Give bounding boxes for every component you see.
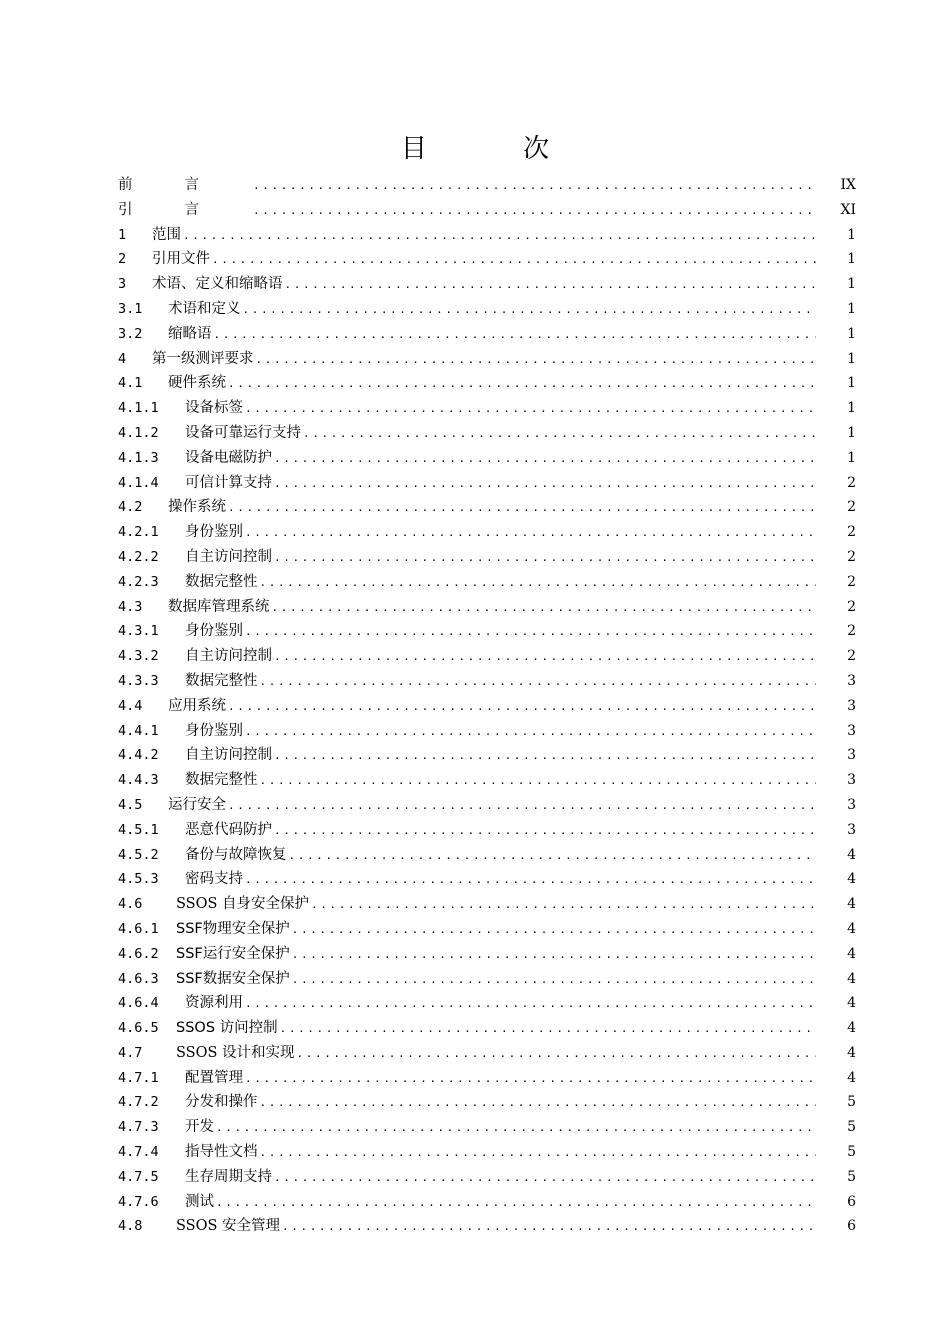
toc-entry[interactable] [118, 297, 856, 322]
toc-entry[interactable] [118, 669, 856, 694]
toc-entry-number: 4.3.2 [118, 648, 159, 665]
toc-entry[interactable] [118, 322, 856, 347]
toc-entry-number: 4.1.2 [118, 424, 159, 441]
toc-entry-label: SSOS 访问控制 [176, 1020, 278, 1037]
toc-entry[interactable] [118, 1066, 856, 1091]
toc-entry-number: 4.7.5 [118, 1168, 159, 1185]
toc-entry-number: 4.7 [118, 1044, 143, 1061]
toc-entry-number: 4.8 [118, 1218, 143, 1235]
toc-entry-page: 5 [847, 1168, 856, 1185]
toc-entry[interactable] [118, 421, 856, 446]
toc-entry-page: 1 [847, 251, 856, 268]
toc-entry[interactable] [118, 644, 856, 669]
toc-entry-number: 4.5 [118, 796, 143, 813]
dot-leader [274, 744, 816, 768]
dot-leader [260, 670, 817, 694]
toc-entry[interactable] [118, 694, 856, 719]
toc-entry-page: 6 [847, 1218, 856, 1235]
toc-entry-page: 3 [847, 672, 856, 689]
toc-entry[interactable] [118, 495, 856, 520]
toc-entry-label: 数据完整性 [185, 772, 258, 789]
toc-entry-page: 4 [847, 945, 856, 962]
toc-entry-label: 开发 [185, 1119, 214, 1136]
toc-entry[interactable] [118, 471, 856, 496]
toc-entry[interactable] [118, 1214, 856, 1239]
dot-leader [245, 992, 816, 1016]
toc-entry-page: 4 [847, 1020, 856, 1037]
toc-entry-number: 4.1.1 [118, 400, 159, 417]
toc-entry[interactable] [118, 247, 856, 272]
dot-leader [256, 348, 817, 372]
dot-leader [292, 918, 816, 942]
toc-entry-label: 引言 [118, 201, 251, 218]
toc-entry-label: 密码支持 [185, 871, 243, 888]
toc-entry-page: IX [840, 177, 856, 193]
toc-entry-label: 范围 [152, 226, 181, 243]
toc-entry-page: 5 [847, 1094, 856, 1111]
toc-entry-number: 4.1.3 [118, 449, 159, 466]
toc-entry-label: 操作系统 [168, 499, 226, 516]
toc-entry-page: 4 [847, 995, 856, 1012]
toc-entry-number: 4.3.1 [118, 623, 159, 640]
dot-leader [243, 298, 817, 322]
toc-entry-label: SSF物理安全保护 [176, 920, 290, 937]
toc-entry-label: SSF运行安全保护 [176, 945, 290, 962]
toc-entry[interactable] [118, 272, 856, 297]
toc-entry[interactable] [118, 446, 856, 471]
toc-entry-label: 引用文件 [152, 251, 210, 268]
toc-entry-page: 2 [847, 524, 856, 541]
dot-leader [245, 1067, 816, 1091]
toc-entry-page: 3 [847, 747, 856, 764]
dot-leader [245, 868, 816, 892]
toc-entry-page: 2 [847, 474, 856, 491]
toc-entry-number: 4.4.1 [118, 722, 159, 739]
dot-leader [289, 844, 817, 868]
toc-entry-label: 数据完整性 [185, 573, 258, 590]
toc-entry-number: 4.6.1 [118, 920, 159, 937]
toc-entry-label: 设备标签 [185, 400, 243, 417]
dot-leader [272, 596, 817, 620]
toc-entry-number: 4.7.1 [118, 1069, 159, 1086]
toc-entry[interactable] [118, 942, 856, 967]
dot-leader [274, 645, 816, 669]
toc-entry-page: 1 [847, 449, 856, 466]
toc-entry-label: 备份与故障恢复 [185, 846, 287, 863]
toc-entry-label: 测试 [185, 1193, 214, 1210]
toc-entry-page: 4 [847, 1044, 856, 1061]
toc-entry-page: 2 [847, 648, 856, 665]
dot-leader [285, 273, 817, 297]
toc-entry-label: 术语、定义和缩略语 [152, 276, 283, 293]
toc-entry-number: 4.1 [118, 375, 143, 392]
toc-entry-number: 4.6.4 [118, 995, 159, 1012]
toc-entry-label: 身份鉴别 [185, 524, 243, 541]
toc-entry[interactable] [118, 867, 856, 892]
toc-entry[interactable] [118, 347, 856, 372]
toc-entry-page: 1 [847, 300, 856, 317]
toc-entry-label: 配置管理 [185, 1069, 243, 1086]
toc-entry[interactable] [118, 1115, 856, 1140]
toc-entry[interactable] [118, 1190, 856, 1215]
toc-entry[interactable] [118, 1165, 856, 1190]
toc-entry-page: 4 [847, 871, 856, 888]
toc-entry-label: 缩略语 [168, 325, 212, 342]
dot-leader [260, 1091, 817, 1115]
dot-leader [253, 174, 816, 198]
toc-entry-page: 2 [847, 548, 856, 565]
toc-entry-number: 4.2.3 [118, 573, 159, 590]
toc-entry-page: 1 [847, 375, 856, 392]
dot-leader [183, 224, 816, 248]
dot-leader [228, 496, 816, 520]
toc-entry-number: 4.6.5 [118, 1020, 159, 1037]
toc-entry-label: SSF数据安全保护 [176, 970, 290, 987]
dot-leader [274, 447, 816, 471]
dot-leader [274, 1166, 816, 1190]
toc-entry-label: SSOS 自身安全保护 [176, 896, 310, 913]
toc-entry[interactable] [118, 768, 856, 793]
toc-entry[interactable] [118, 967, 856, 992]
toc-entry-page: 1 [847, 276, 856, 293]
toc-entry[interactable] [118, 793, 856, 818]
page-title: 目 次 [400, 134, 594, 164]
toc-entry-label: 数据库管理系统 [168, 598, 270, 615]
toc-entry-number: 4.2.2 [118, 548, 159, 565]
toc-entry-number: 4.3 [118, 598, 143, 615]
toc-entry-label: SSOS 设计和实现 [176, 1044, 295, 1061]
toc-entry-number: 4.5.3 [118, 871, 159, 888]
dot-leader [228, 794, 816, 818]
toc-entry-page: 1 [847, 424, 856, 441]
toc-entry-number: 4.6.3 [118, 970, 159, 987]
dot-leader [245, 397, 816, 421]
toc-entry-label: 可信计算支持 [185, 474, 272, 491]
dot-leader [274, 472, 816, 496]
toc-entry-number: 1 [118, 226, 127, 243]
toc-entry[interactable] [118, 570, 856, 595]
dot-leader [297, 1042, 816, 1066]
toc-entry-page: 3 [847, 697, 856, 714]
toc-entry-page: 2 [847, 499, 856, 516]
dot-leader [292, 968, 816, 992]
toc-entry-label: 设备电磁防护 [185, 449, 272, 466]
toc-entry[interactable] [118, 991, 856, 1016]
dot-leader [260, 571, 817, 595]
toc-entry[interactable] [118, 173, 856, 198]
toc-entry-label: 资源利用 [185, 995, 243, 1012]
toc-entry-number: 3 [118, 276, 127, 293]
toc-entry-number: 4.2 [118, 499, 143, 516]
toc-entry[interactable] [118, 1140, 856, 1165]
dot-leader [214, 323, 817, 347]
toc-entry[interactable] [118, 719, 856, 744]
toc-entry-page: 2 [847, 623, 856, 640]
toc-entry-page: 1 [847, 350, 856, 367]
toc-entry-page: 3 [847, 722, 856, 739]
toc-entry-label: 运行安全 [168, 796, 226, 813]
toc-entry[interactable] [118, 198, 856, 223]
toc-entry[interactable] [118, 1090, 856, 1115]
toc-entry-label: 身份鉴别 [185, 623, 243, 640]
dot-leader [212, 248, 816, 272]
dot-leader [311, 893, 816, 917]
toc-entry-page: 4 [847, 970, 856, 987]
toc-entry[interactable] [118, 743, 856, 768]
toc-entry[interactable] [118, 892, 856, 917]
toc-entry-page: 6 [847, 1193, 856, 1210]
toc-entry-page: 4 [847, 1069, 856, 1086]
toc-entry[interactable] [118, 595, 856, 620]
toc-entry-page: 1 [847, 226, 856, 243]
toc-entry-number: 3.1 [118, 300, 143, 317]
toc-entry-page: 4 [847, 896, 856, 913]
dot-leader [216, 1191, 816, 1215]
dot-leader [253, 199, 816, 223]
toc-entry[interactable] [118, 396, 856, 421]
toc-entry-number: 4.7.4 [118, 1144, 159, 1161]
toc-entry[interactable] [118, 1016, 856, 1041]
dot-leader [260, 769, 817, 793]
dot-leader [282, 1215, 816, 1239]
toc-entry-label: 自主访问控制 [185, 747, 272, 764]
toc-entry-page: 1 [847, 325, 856, 342]
toc-entry-number: 4.6 [118, 896, 143, 913]
dot-leader [274, 546, 816, 570]
toc-entry-label: 自主访问控制 [185, 548, 272, 565]
toc-entry-label: 数据完整性 [185, 672, 258, 689]
toc-entry[interactable] [118, 1041, 856, 1066]
toc-entry-number: 4.1.4 [118, 474, 159, 491]
dot-leader [303, 422, 816, 446]
toc-entry[interactable] [118, 520, 856, 545]
toc-entry-page: 4 [847, 846, 856, 863]
dot-leader [274, 819, 816, 843]
toc-entry-page: 3 [847, 796, 856, 813]
toc-entry-number: 4.4.2 [118, 747, 159, 764]
toc-entry[interactable] [118, 371, 856, 396]
toc-entry-page: 1 [847, 400, 856, 417]
toc-entry-page: 4 [847, 920, 856, 937]
toc-entry-number: 4.7.2 [118, 1094, 159, 1111]
toc-entry-label: 术语和定义 [168, 300, 241, 317]
toc-entry[interactable] [118, 917, 856, 942]
toc-entry[interactable] [118, 818, 856, 843]
toc-entry-label: 身份鉴别 [185, 722, 243, 739]
toc-entry[interactable] [118, 223, 856, 248]
toc-entry-number: 4.4.3 [118, 772, 159, 789]
toc-entry-page: XI [840, 201, 856, 218]
toc-entry-page: 2 [847, 598, 856, 615]
toc-entry-label: SSOS 安全管理 [176, 1218, 281, 1235]
toc-entry-number: 4.3.3 [118, 672, 159, 689]
toc-entry-label: 指导性文档 [185, 1144, 258, 1161]
toc-entry-number: 4.2.1 [118, 524, 159, 541]
toc-entry[interactable] [118, 545, 856, 570]
toc-entry-label: 前言 [118, 177, 251, 193]
toc-entry-label: 应用系统 [168, 697, 226, 714]
toc-entry-label: 第一级测评要求 [152, 350, 254, 367]
dot-leader [245, 620, 816, 644]
table-of-contents [118, 173, 856, 1239]
toc-entry-number: 2 [118, 251, 127, 268]
dot-leader [216, 1116, 816, 1140]
toc-entry-number: 4.7.6 [118, 1193, 159, 1210]
toc-entry-page: 2 [847, 573, 856, 590]
toc-entry-number: 4.5.2 [118, 846, 159, 863]
toc-entry-number: 4 [118, 350, 127, 367]
dot-leader [228, 372, 816, 396]
dot-leader [245, 720, 816, 744]
toc-entry-page: 3 [847, 821, 856, 838]
toc-entry-number: 4.7.3 [118, 1119, 159, 1136]
dot-leader [245, 521, 816, 545]
dot-leader [228, 695, 816, 719]
toc-entry-label: 恶意代码防护 [185, 821, 272, 838]
dot-leader [260, 1141, 817, 1165]
dot-leader [292, 943, 816, 967]
toc-entry-number: 4.5.1 [118, 821, 159, 838]
toc-entry-page: 5 [847, 1144, 856, 1161]
toc-entry-label: 生存周期支持 [185, 1168, 272, 1185]
toc-entry-page: 5 [847, 1119, 856, 1136]
toc-entry-label: 设备可靠运行支持 [185, 424, 301, 441]
toc-entry-label: 分发和操作 [185, 1094, 258, 1111]
toc-entry[interactable] [118, 843, 856, 868]
toc-entry[interactable] [118, 619, 856, 644]
toc-entry-number: 4.6.2 [118, 945, 159, 962]
toc-entry-page: 3 [847, 772, 856, 789]
dot-leader [280, 1017, 816, 1041]
toc-entry-label: 硬件系统 [168, 375, 226, 392]
toc-entry-label: 自主访问控制 [185, 648, 272, 665]
toc-entry-number: 4.4 [118, 697, 143, 714]
toc-entry-number: 3.2 [118, 325, 143, 342]
